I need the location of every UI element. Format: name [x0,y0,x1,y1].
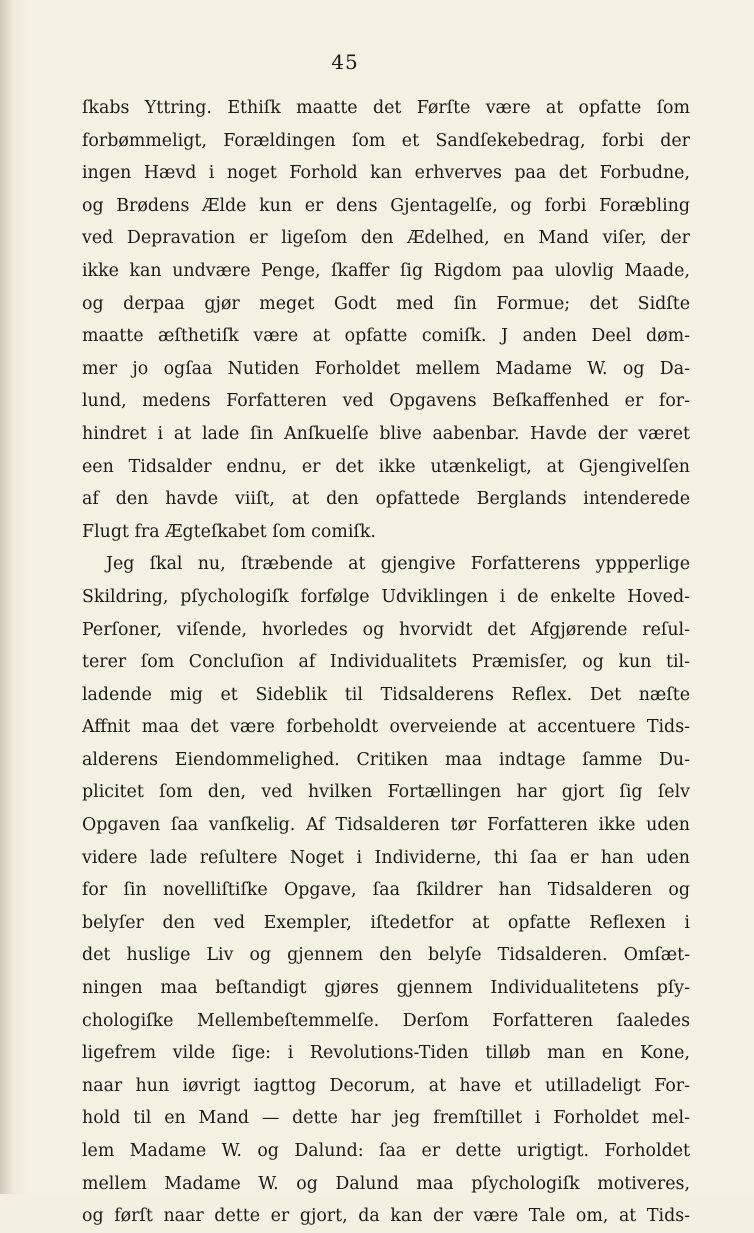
text-line: terer ſom Concluſion af Individualitets Præmisſer, og kun til- [82,652,690,673]
text-line: ingen Hævd i noget Forhold kan erhverves paa det Forbudne, [82,163,690,184]
text-line: ladende mig et Sideblik til Tidsalderens Reflex. Det næſte [82,684,690,705]
text-line: det huslige Liv og gjennem den belyſe Tidsalderen. Omſæt- [82,945,690,966]
text-line: ningen maa beſtandigt gjøres gjennem Individualitetens pſy- [82,978,690,999]
text-line: lem Madame W. og Dalund: ſaa er dette urigtigt. Forholdet [82,1141,690,1161]
text-line: mer jo ogſaa Nutiden Forholdet mellem Madame W. og Da- [82,358,690,379]
text-line: videre lade reſultere Noget i Individerne, thi ſaa er han uden [82,847,690,868]
text-line: Skildring, pſychologiſk forfølge Udviklingen i de enkelte Hoved- [82,586,690,607]
text-line: ſkabs Yttring. Ethiſk maatte det Førſte være at opfatte ſom [82,98,690,118]
paragraph-end-line: Flugt fra Ægteſkabet ſom comiſk. [82,521,376,542]
text-line: hindret i at lade ſin Anſkuelſe blive aabenbar. Havde der været [82,423,690,444]
body-text [82,92,690,1233]
text-line: for ſin novelliſtiſke Opgave, ſaa ſkildrer han Tidsalderen og [82,880,690,901]
text-line: ikke kan undvære Penge, ſkaffer ſig Rigdom paa ulovlig Maade, [82,260,690,281]
text-line: een Tidsalder endnu, er det ikke utænkeligt, at Gjengivelſen [82,456,690,477]
text-line: maatte æſthetiſk være at opfatte comiſk. J anden Deel døm- [82,326,690,347]
text-line: mellem Madame W. og Dalund maa pſychologiſk motiveres, [82,1173,690,1194]
page-number: 45 [331,50,359,74]
text-line: plicitet ſom den, ved hvilken Fortællingen har gjort ſig ſelv [82,782,690,803]
text-line: lund, medens Forfatteren ved Opgavens Beſkaffenhed er for- [82,391,690,412]
text-line: hold til en Mand — dette har jeg fremſtillet i Forholdet mel- [82,1108,690,1129]
text-line: Perſoner, viſende, hvorledes og hvorvidt det Afgjørende reſul- [82,619,690,640]
text-line: og førſt naar dette er gjort, da kan der være Tale om, at Tids- [82,1206,690,1227]
text-line: og Brødens Ælde kun er dens Gjentagelſe, og forbi Foræbling [82,195,690,216]
text-line: belyſer den ved Exempler, iſtedetfor at opfatte Reflexen i [82,912,690,933]
paragraph-start-line: Jeg ſkal nu, ſtræbende at gjengive Forfatterens yppperlige [106,554,690,575]
spine-shadow [0,0,14,1194]
text-line: og derpaa gjør meget Godt med ſin Formue; det Sidſte [82,293,690,314]
text-line: chologiſke Mellembeſtemmelſe. Derſom Forfatteren ſaaledes [82,1010,690,1031]
text-line: Opgaven ſaa vanſkelig. Af Tidsalderen tør Forfatteren ikke uden [82,815,690,836]
text-line: ligefrem vilde ſige: i Revolutions-Tiden tilløb man en Kone, [82,1043,690,1064]
text-line: forbømmeligt, Forældingen ſom et Sandſekebedrag, forbi der [82,130,690,151]
text-line: naar hun iøvrigt iagttog Decorum, at have et utilladeligt For- [82,1075,690,1096]
text-line: ved Depravation er ligeſom den Ædelhed, en Mand viſer, der [82,228,690,249]
text-line: af den havde viiſt, at den opfattede Berglands intenderede [82,489,690,510]
text-line: Affnit maa det være forbeholdt overveiende at accentuere Tids- [82,717,690,738]
text-line: alderens Eiendommelighed. Critiken maa indtage ſamme Du- [82,749,690,770]
